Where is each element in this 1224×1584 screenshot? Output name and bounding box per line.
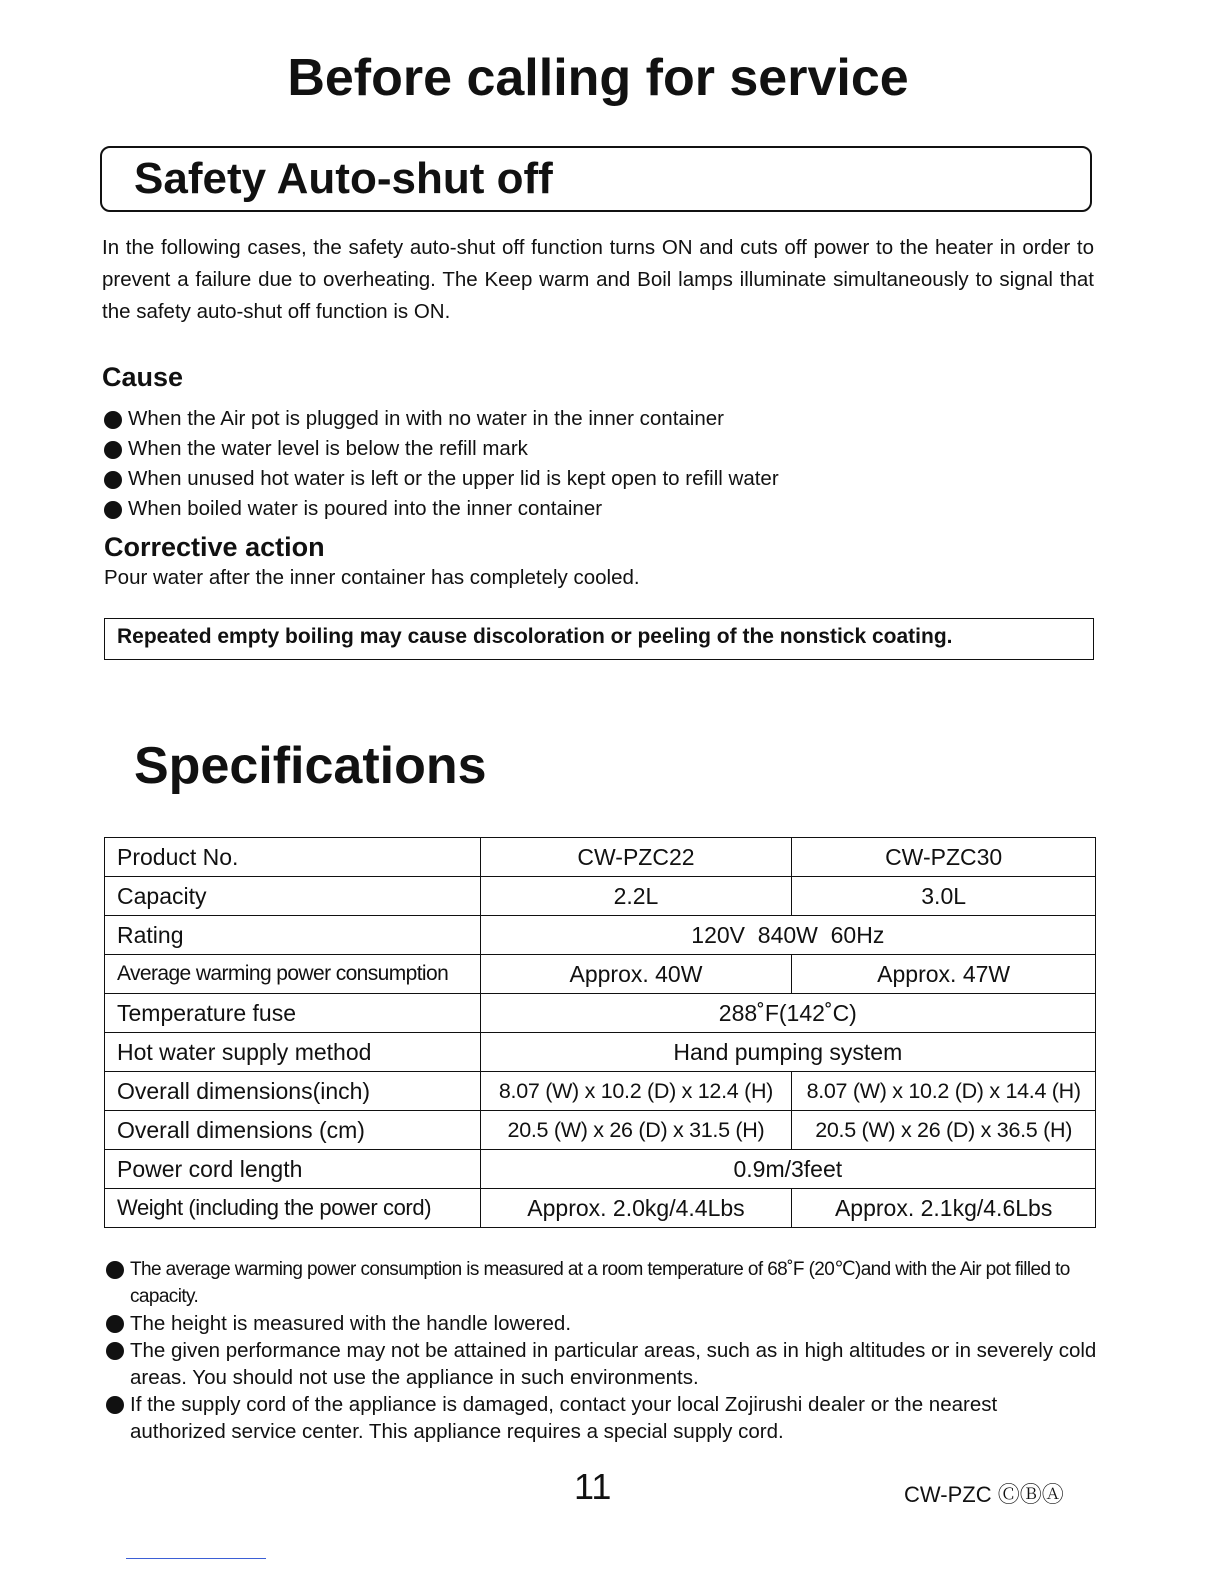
warning-box: Repeated empty boiling may cause discoloration or peeling of the nonstick coating.: [104, 618, 1094, 660]
note-item: The given performance may not be attained in particular areas, such as in high altitudes or in severely cold areas. You should not use the appliance in such environments.: [106, 1337, 1098, 1391]
cause-item: When the water level is below the refill mark: [102, 434, 779, 464]
spec-value: Approx. 47W: [792, 955, 1096, 994]
spec-value: Hand pumping system: [480, 1033, 1095, 1072]
table-row: [105, 877, 1096, 916]
spec-value: Approx. 2.1kg/4.6Lbs: [792, 1189, 1096, 1228]
page-title: Before calling for service: [287, 49, 909, 107]
table-row: [105, 838, 1096, 877]
cause-heading: Cause: [102, 362, 184, 392]
spec-value: Approx. 2.0kg/4.4Lbs: [480, 1189, 792, 1228]
model-label: CW-PZC ⒸⒷⒶ: [904, 1482, 1064, 1507]
table-row: [105, 1033, 1096, 1072]
spec-value: 8.07 (W) x 10.2 (D) x 14.4 (H): [792, 1072, 1096, 1111]
spec-value: 20.5 (W) x 26 (D) x 31.5 (H): [480, 1111, 792, 1150]
spec-label: Hot water supply method: [105, 1033, 481, 1072]
table-row: [105, 955, 1096, 994]
spec-value: 20.5 (W) x 26 (D) x 36.5 (H): [792, 1111, 1096, 1150]
note-item: The average warming power consumption is measured at a room temperature of 68˚F (20℃)and with the Air pot filled to capacity.: [106, 1256, 1098, 1310]
spec-label: Capacity: [105, 877, 481, 916]
cause-item: When the Air pot is plugged in with no water in the inner container: [102, 404, 779, 434]
spec-label: Power cord length: [105, 1150, 481, 1189]
cause-item: When unused hot water is left or the upper lid is kept open to refill water: [102, 464, 779, 494]
spec-label: Overall dimensions(inch): [105, 1072, 481, 1111]
cause-item: When boiled water is poured into the inner container: [102, 494, 779, 524]
spec-label: Average warming power consumption: [105, 955, 481, 994]
specifications-heading: Specifications: [134, 737, 487, 795]
spec-value: 3.0L: [792, 877, 1096, 916]
spec-label: Rating: [105, 916, 481, 955]
spec-value: 288˚F(142˚C): [480, 994, 1095, 1033]
table-row: [105, 994, 1096, 1033]
note-item: The height is measured with the handle lowered.: [106, 1310, 1098, 1337]
spec-value: 2.2L: [480, 877, 792, 916]
spec-label: Product No.: [105, 838, 481, 877]
spec-value: Approx. 40W: [480, 955, 792, 994]
corrective-heading: Corrective action: [104, 532, 325, 562]
safety-intro: In the following cases, the safety auto-shut off function turns ON and cuts off power to the heater in order to prevent a failure due to overheating. The Keep warm and Boil lamps illuminate simultaneously to signal that the safety auto-shut off function is ON.: [102, 236, 1094, 323]
corrective-text: Pour water after the inner container has completely cooled.: [104, 566, 640, 589]
spec-label: Temperature fuse: [105, 994, 481, 1033]
spec-label: Overall dimensions (cm): [105, 1111, 481, 1150]
spec-value: 8.07 (W) x 10.2 (D) x 12.4 (H): [480, 1072, 792, 1111]
scan-underline: [126, 1558, 266, 1559]
cause-list: [102, 404, 779, 524]
table-row: [105, 1111, 1096, 1150]
note-item: If the supply cord of the appliance is damaged, contact your local Zojirushi dealer or the nearest authorized service center. This appliance requires a special supply cord.: [106, 1391, 1098, 1445]
spec-label: Weight (including the power cord): [105, 1189, 481, 1228]
safety-heading: Safety Auto-shut off: [134, 154, 553, 203]
table-row: [105, 916, 1096, 955]
table-row: [105, 1189, 1096, 1228]
table-row: [105, 1072, 1096, 1111]
spec-notes: [106, 1256, 1098, 1445]
spec-value: CW-PZC30: [792, 838, 1096, 877]
specifications-table: [104, 837, 1096, 1228]
spec-value: CW-PZC22: [480, 838, 792, 877]
spec-value: 0.9m/3feet: [480, 1150, 1095, 1189]
table-row: [105, 1150, 1096, 1189]
spec-value: 120V 840W 60Hz: [480, 916, 1095, 955]
page-number: 11: [574, 1466, 612, 1507]
